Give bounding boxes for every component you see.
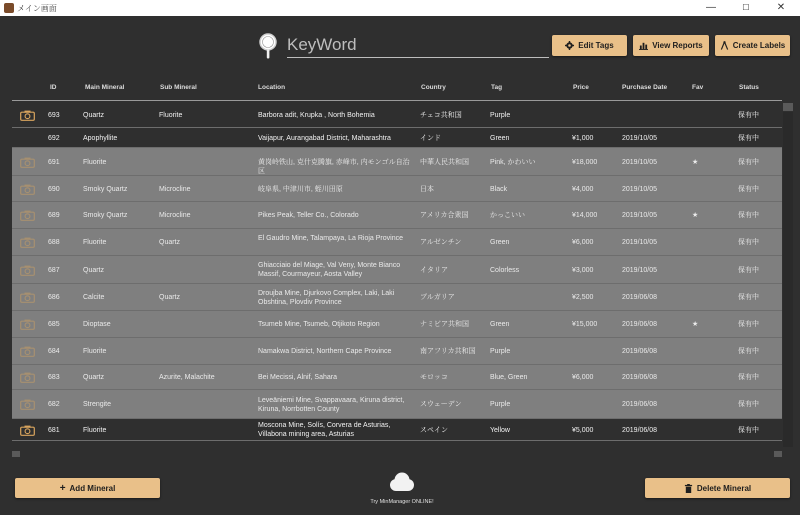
create-labels-button[interactable] [715, 35, 790, 56]
camera-icon[interactable] [20, 292, 35, 303]
cell-sub: Fluorite [159, 112, 183, 119]
cell-price: ¥2,500 [572, 294, 594, 301]
cell-country: アルゼンチン [420, 239, 462, 246]
cell-date: 2019/10/05 [622, 239, 658, 246]
scroll-left-button[interactable] [12, 451, 20, 457]
cell-sub: Azurite, Malachite [159, 374, 215, 381]
table-row[interactable] [12, 229, 782, 256]
cell-fav: ★ [692, 321, 699, 328]
cell-price: ¥3,000 [572, 267, 594, 274]
camera-icon[interactable] [20, 184, 35, 195]
add-mineral-button[interactable] [15, 478, 160, 498]
cell-price: ¥1,000 [572, 135, 594, 142]
cell-location: Namakwa District, Northern Cape Province [258, 348, 392, 355]
col-header-purchase-date[interactable]: Purchase Date [622, 84, 668, 91]
camera-icon[interactable] [20, 237, 35, 248]
cell-tag: Colorless [490, 267, 520, 274]
camera-icon[interactable] [20, 372, 35, 383]
cloud-icon[interactable] [387, 471, 415, 495]
view-reports-button[interactable] [633, 35, 709, 56]
cell-country: チェコ共和国 [420, 112, 462, 119]
table-row[interactable] [12, 284, 782, 311]
camera-icon[interactable] [20, 425, 35, 436]
col-header-tag[interactable]: Tag [491, 84, 503, 91]
cell-status: 保有中 [738, 112, 759, 119]
camera-icon[interactable] [20, 346, 35, 357]
cell-status: 保有中 [738, 374, 759, 381]
col-header-price[interactable]: Price [573, 84, 589, 91]
trash-icon [684, 484, 693, 493]
cell-location: Pikes Peak, Teller Co., Colorado [258, 212, 359, 219]
title-bar [0, 0, 800, 16]
table-row[interactable] [12, 311, 782, 338]
cell-date: 2019/06/08 [622, 294, 658, 301]
cell-location: 黄岗岭铁山, 克什克腾旗, 赤峰市, 内モンゴル自治区 [258, 159, 410, 175]
table-row[interactable] [12, 419, 782, 441]
table-row[interactable] [12, 202, 782, 229]
cell-id: 687 [48, 267, 60, 274]
cell-status: 保有中 [738, 427, 759, 434]
cell-main: Smoky Quartz [83, 186, 128, 193]
cell-country: モロッコ [420, 374, 448, 381]
cell-status: 保有中 [738, 348, 759, 355]
scroll-right-button[interactable] [774, 451, 782, 457]
cell-price: ¥6,000 [572, 239, 594, 246]
cell-id: 686 [48, 294, 60, 301]
cell-tag: Purple [490, 401, 511, 408]
cell-tag: Black [490, 186, 508, 193]
camera-icon[interactable] [20, 210, 35, 221]
cell-date: 2019/06/08 [622, 321, 658, 328]
cell-location: Leveäniemi Mine, Svappavaara, Kiruna district, Kiruna, Norrbotten County [258, 397, 405, 413]
cell-sub: Microcline [159, 186, 191, 193]
camera-icon[interactable] [20, 157, 35, 168]
search-input[interactable]: KeyWord [287, 35, 357, 54]
cell-id: 692 [48, 135, 60, 142]
cell-location: Tsumeb Mine, Tsumeb, Otjikoto Region [258, 321, 380, 328]
cell-country: ブルガリア [420, 294, 455, 301]
table-row[interactable] [12, 365, 782, 390]
cell-date: 2019/06/08 [622, 348, 658, 355]
cell-status: 保有中 [738, 135, 759, 142]
cell-country: イタリア [420, 267, 448, 274]
table-header [12, 80, 782, 98]
cell-main: Quartz [83, 112, 105, 119]
table-row[interactable] [12, 390, 782, 419]
edit-tags-button[interactable] [552, 35, 627, 56]
cell-date: 2019/10/05 [622, 186, 658, 193]
cell-sub: Quartz [159, 294, 181, 301]
mineral-table [12, 102, 782, 449]
cell-status: 保有中 [738, 267, 759, 274]
cell-price: ¥4,000 [572, 186, 594, 193]
cell-id: 685 [48, 321, 60, 328]
col-header-main-mineral[interactable]: Main Mineral [85, 84, 125, 91]
cell-location: El Gaudro Mine, Talampaya, La Rioja Province [258, 235, 404, 242]
cell-country: インド [420, 135, 441, 142]
bar-chart-icon [639, 41, 648, 50]
cell-date: 2019/10/05 [622, 159, 658, 166]
cell-main: Fluorite [83, 348, 107, 355]
cell-fav: ★ [692, 159, 699, 166]
table-row[interactable] [12, 176, 782, 202]
cell-date: 2019/10/05 [622, 267, 658, 274]
plus-icon: + [59, 482, 66, 494]
cell-id: 690 [48, 186, 60, 193]
cell-tag: Purple [490, 112, 511, 119]
cell-location: Bei Mecissi, Alnif, Sahara [258, 374, 337, 381]
app-icon [4, 3, 14, 13]
cell-location: 岐阜県, 中津川市, 蛭川田原 [258, 186, 343, 193]
window-title: メイン画面 [17, 4, 57, 13]
delete-mineral-button[interactable] [645, 478, 790, 498]
cell-tag: Green [490, 135, 510, 142]
cell-location: Ghiacciaio del Miage, Val Veny, Monte Bianco Massif, Courmayeur, Aosta Valley [258, 262, 401, 278]
delete-mineral-label: Delete Mineral [696, 483, 752, 493]
col-header-sub-mineral[interactable]: Sub Mineral [160, 84, 197, 91]
cell-status: 保有中 [738, 294, 759, 301]
cell-id: 681 [48, 427, 60, 434]
cell-main: Dioptase [83, 321, 111, 328]
table-row[interactable] [12, 338, 782, 365]
cell-country: 南アフリカ共和国 [420, 348, 476, 355]
cell-country: スウェーデン [420, 401, 462, 408]
cell-main: Fluorite [83, 159, 107, 166]
cell-id: 689 [48, 212, 60, 219]
cell-id: 684 [48, 348, 60, 355]
cell-tag: Pink, かわいい [490, 159, 536, 166]
add-mineral-label: Add Mineral [69, 483, 116, 493]
col-header-country[interactable]: Country [421, 84, 446, 91]
cell-date: 2019/10/05 [622, 135, 658, 142]
cell-id: 688 [48, 239, 60, 246]
close-button[interactable]: ✕ [776, 2, 786, 13]
cell-status: 保有中 [738, 239, 759, 246]
cell-date: 2019/06/08 [622, 427, 658, 434]
gear-icon [565, 41, 574, 50]
cell-main: Quartz [83, 374, 105, 381]
camera-icon[interactable] [20, 110, 35, 121]
cell-country: アメリカ合衆国 [420, 212, 469, 219]
magnifier-icon [258, 32, 282, 60]
table-row[interactable] [12, 148, 782, 176]
table-row[interactable] [12, 128, 782, 148]
create-labels-label: Create Labels [732, 41, 786, 50]
cell-status: 保有中 [738, 401, 759, 408]
search-area [258, 32, 550, 60]
col-header-fav[interactable]: Fav [692, 84, 704, 91]
cell-tag: Blue, Green [490, 374, 528, 381]
cell-price: ¥6,000 [572, 374, 594, 381]
online-link[interactable]: Try MinManager ONLINE! [370, 499, 434, 505]
col-header-id[interactable]: ID [50, 84, 57, 91]
cell-main: Strengite [83, 401, 112, 408]
cell-price: ¥14,000 [572, 212, 598, 219]
cell-status: 保有中 [738, 321, 759, 328]
table-row[interactable] [12, 102, 782, 128]
table-row[interactable] [12, 256, 782, 284]
vertical-scrollbar[interactable] [783, 112, 793, 447]
cell-fav: ★ [692, 212, 699, 219]
cell-main: Calcite [83, 294, 105, 301]
camera-icon[interactable] [20, 399, 35, 410]
camera-icon[interactable] [20, 319, 35, 330]
camera-icon[interactable] [20, 265, 35, 276]
col-header-location[interactable]: Location [258, 84, 286, 91]
cell-location: Vaijapur, Aurangabad District, Maharashtra [258, 135, 391, 142]
cell-date: 2019/06/08 [622, 401, 658, 408]
cell-status: 保有中 [738, 159, 759, 166]
cell-date: 2019/06/08 [622, 374, 658, 381]
cell-country: 中華人民共和国 [420, 159, 469, 166]
cell-status: 保有中 [738, 186, 759, 193]
cell-tag: Green [490, 239, 510, 246]
cell-status: 保有中 [738, 212, 759, 219]
header-divider [12, 100, 782, 101]
cell-id: 683 [48, 374, 60, 381]
cell-country: 日本 [420, 186, 434, 193]
cell-tag: かっこいい [490, 212, 525, 219]
scroll-up-button[interactable] [783, 103, 793, 111]
cell-date: 2019/10/05 [622, 212, 658, 219]
cell-country: ナミビア共和国 [420, 321, 469, 328]
cell-id: 691 [48, 159, 60, 166]
edit-tags-label: Edit Tags [578, 41, 614, 50]
cell-main: Fluorite [83, 427, 107, 434]
cell-price: ¥18,000 [572, 159, 598, 166]
cell-main: Quartz [83, 267, 105, 274]
cell-location: Moscona Mine, Solís, Corvera de Asturias, Villabona mining area, Asturias [258, 422, 391, 438]
cell-main: Fluorite [83, 239, 107, 246]
cell-tag: Green [490, 321, 510, 328]
cell-sub: Quartz [159, 239, 181, 246]
cell-location: Droujba Mine, Djurkovo Complex, Laki, Laki Obshtina, Plovdiv Province [258, 290, 395, 306]
compass-icon [720, 41, 729, 50]
cell-id: 693 [48, 112, 60, 119]
cell-tag: Purple [490, 348, 511, 355]
cell-id: 682 [48, 401, 60, 408]
cell-sub: Microcline [159, 212, 191, 219]
view-reports-label: View Reports [652, 41, 703, 50]
col-header-status[interactable]: Status [739, 84, 759, 91]
cell-tag: Yellow [490, 427, 510, 434]
cell-main: Smoky Quartz [83, 212, 128, 219]
cell-location: Barbora adit, Krupka , North Bohemia [258, 112, 375, 119]
cell-main: Apophyllite [83, 135, 118, 142]
cell-price: ¥5,000 [572, 427, 594, 434]
minimize-button[interactable]: — [706, 2, 716, 13]
cell-price: ¥15,000 [572, 321, 598, 328]
maximize-button[interactable]: ☐ [742, 3, 750, 12]
search-underline [287, 57, 549, 58]
cell-country: スペイン [420, 427, 448, 434]
